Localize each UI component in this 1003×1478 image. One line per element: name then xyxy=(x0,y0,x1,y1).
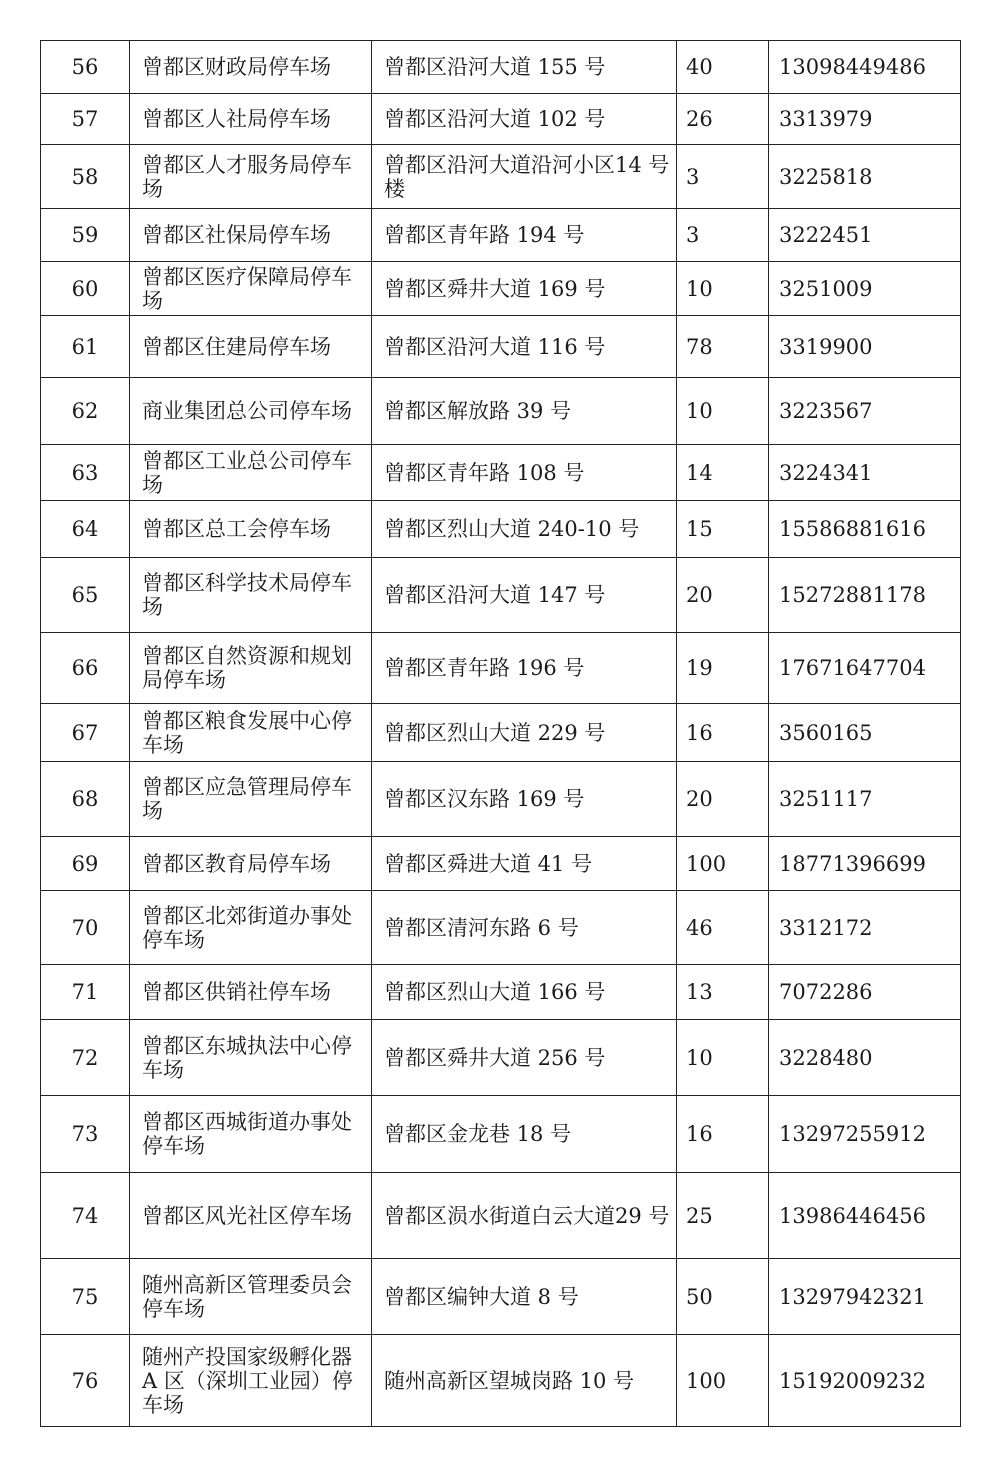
parking-lot-address: 曾都区烈山大道 240-10 号 xyxy=(372,501,677,558)
table-row xyxy=(41,837,961,891)
table-row xyxy=(41,209,961,262)
table-row xyxy=(41,262,961,316)
parking-lot-address: 曾都区沿河大道 102 号 xyxy=(372,94,677,145)
parking-lot-name: 曾都区北郊街道办事处停车场 xyxy=(130,891,372,965)
table-body xyxy=(41,41,961,1427)
row-number: 74 xyxy=(41,1173,130,1259)
row-number: 58 xyxy=(41,145,130,209)
contact-phone: 18771396699 xyxy=(769,837,961,891)
row-number: 59 xyxy=(41,209,130,262)
parking-spaces: 14 xyxy=(677,445,769,501)
contact-phone: 3251009 xyxy=(769,262,961,316)
parking-spaces: 78 xyxy=(677,316,769,378)
row-number: 65 xyxy=(41,558,130,633)
table-row xyxy=(41,762,961,837)
table-row xyxy=(41,1335,961,1427)
parking-lot-name: 曾都区东城执法中心停车场 xyxy=(130,1020,372,1096)
parking-lot-address: 曾都区沿河大道 155 号 xyxy=(372,41,677,94)
parking-spaces: 10 xyxy=(677,378,769,445)
table-row xyxy=(41,965,961,1020)
row-number: 76 xyxy=(41,1335,130,1427)
row-number: 57 xyxy=(41,94,130,145)
parking-lot-address: 曾都区解放路 39 号 xyxy=(372,378,677,445)
contact-phone: 13297255912 xyxy=(769,1096,961,1173)
parking-spaces: 3 xyxy=(677,209,769,262)
contact-phone: 3223567 xyxy=(769,378,961,445)
parking-spaces: 40 xyxy=(677,41,769,94)
parking-spaces: 20 xyxy=(677,762,769,837)
row-number: 62 xyxy=(41,378,130,445)
table-row xyxy=(41,501,961,558)
parking-spaces: 20 xyxy=(677,558,769,633)
parking-lot-table xyxy=(40,40,961,1427)
row-number: 68 xyxy=(41,762,130,837)
parking-spaces: 19 xyxy=(677,633,769,704)
row-number: 75 xyxy=(41,1259,130,1335)
parking-spaces: 10 xyxy=(677,262,769,316)
table-row xyxy=(41,445,961,501)
parking-lot-address: 曾都区沿河大道 116 号 xyxy=(372,316,677,378)
parking-lot-address: 曾都区编钟大道 8 号 xyxy=(372,1259,677,1335)
parking-lot-address: 曾都区舜井大道 256 号 xyxy=(372,1020,677,1096)
table-row xyxy=(41,145,961,209)
parking-lot-name: 曾都区应急管理局停车场 xyxy=(130,762,372,837)
parking-lot-address: 随州高新区望城岗路 10 号 xyxy=(372,1335,677,1427)
parking-spaces: 13 xyxy=(677,965,769,1020)
parking-spaces: 46 xyxy=(677,891,769,965)
parking-spaces: 25 xyxy=(677,1173,769,1259)
parking-lot-name: 随州高新区管理委员会停车场 xyxy=(130,1259,372,1335)
parking-spaces: 16 xyxy=(677,1096,769,1173)
contact-phone: 3225818 xyxy=(769,145,961,209)
parking-spaces: 26 xyxy=(677,94,769,145)
contact-phone: 17671647704 xyxy=(769,633,961,704)
table-row xyxy=(41,41,961,94)
table-row xyxy=(41,1020,961,1096)
parking-lot-address: 曾都区沿河大道 147 号 xyxy=(372,558,677,633)
row-number: 71 xyxy=(41,965,130,1020)
parking-lot-name: 曾都区供销社停车场 xyxy=(130,965,372,1020)
table-row xyxy=(41,94,961,145)
parking-lot-name: 曾都区教育局停车场 xyxy=(130,837,372,891)
parking-lot-name: 商业集团总公司停车场 xyxy=(130,378,372,445)
contact-phone: 7072286 xyxy=(769,965,961,1020)
parking-lot-address: 曾都区金龙巷 18 号 xyxy=(372,1096,677,1173)
parking-lot-name: 曾都区人社局停车场 xyxy=(130,94,372,145)
contact-phone: 13986446456 xyxy=(769,1173,961,1259)
table-row xyxy=(41,633,961,704)
contact-phone: 13098449486 xyxy=(769,41,961,94)
parking-lot-name: 曾都区自然资源和规划局停车场 xyxy=(130,633,372,704)
parking-lot-address: 曾都区青年路 196 号 xyxy=(372,633,677,704)
parking-lot-name: 曾都区住建局停车场 xyxy=(130,316,372,378)
contact-phone: 3319900 xyxy=(769,316,961,378)
table-row xyxy=(41,1173,961,1259)
table-row xyxy=(41,704,961,762)
parking-lot-address: 曾都区舜井大道 169 号 xyxy=(372,262,677,316)
row-number: 69 xyxy=(41,837,130,891)
contact-phone: 15586881616 xyxy=(769,501,961,558)
parking-lot-address: 曾都区涢水街道白云大道29 号 xyxy=(372,1173,677,1259)
parking-lot-name: 曾都区医疗保障局停车场 xyxy=(130,262,372,316)
parking-lot-name: 曾都区财政局停车场 xyxy=(130,41,372,94)
parking-lot-address: 曾都区青年路 108 号 xyxy=(372,445,677,501)
parking-lot-name: 曾都区风光社区停车场 xyxy=(130,1173,372,1259)
contact-phone: 3312172 xyxy=(769,891,961,965)
parking-lot-name: 随州产投国家级孵化器 A 区（深圳工业园）停车场 xyxy=(130,1335,372,1427)
parking-spaces: 100 xyxy=(677,1335,769,1427)
contact-phone: 3560165 xyxy=(769,704,961,762)
contact-phone: 3222451 xyxy=(769,209,961,262)
contact-phone: 3313979 xyxy=(769,94,961,145)
parking-lot-address: 曾都区清河东路 6 号 xyxy=(372,891,677,965)
parking-lot-address: 曾都区青年路 194 号 xyxy=(372,209,677,262)
row-number: 72 xyxy=(41,1020,130,1096)
parking-spaces: 3 xyxy=(677,145,769,209)
contact-phone: 3228480 xyxy=(769,1020,961,1096)
row-number: 70 xyxy=(41,891,130,965)
table-row xyxy=(41,558,961,633)
parking-spaces: 100 xyxy=(677,837,769,891)
parking-lot-address: 曾都区沿河大道沿河小区14 号楼 xyxy=(372,145,677,209)
row-number: 56 xyxy=(41,41,130,94)
row-number: 61 xyxy=(41,316,130,378)
parking-lot-name: 曾都区西城街道办事处停车场 xyxy=(130,1096,372,1173)
parking-lot-name: 曾都区工业总公司停车场 xyxy=(130,445,372,501)
parking-lot-address: 曾都区烈山大道 229 号 xyxy=(372,704,677,762)
parking-lot-address: 曾都区汉东路 169 号 xyxy=(372,762,677,837)
row-number: 64 xyxy=(41,501,130,558)
table-row xyxy=(41,1259,961,1335)
row-number: 66 xyxy=(41,633,130,704)
parking-lot-address: 曾都区舜进大道 41 号 xyxy=(372,837,677,891)
contact-phone: 15272881178 xyxy=(769,558,961,633)
row-number: 67 xyxy=(41,704,130,762)
parking-spaces: 15 xyxy=(677,501,769,558)
contact-phone: 3224341 xyxy=(769,445,961,501)
parking-spaces: 10 xyxy=(677,1020,769,1096)
parking-spaces: 50 xyxy=(677,1259,769,1335)
contact-phone: 15192009232 xyxy=(769,1335,961,1427)
contact-phone: 13297942321 xyxy=(769,1259,961,1335)
parking-lot-name: 曾都区粮食发展中心停车场 xyxy=(130,704,372,762)
row-number: 60 xyxy=(41,262,130,316)
parking-spaces: 16 xyxy=(677,704,769,762)
parking-lot-name: 曾都区社保局停车场 xyxy=(130,209,372,262)
parking-lot-name: 曾都区科学技术局停车场 xyxy=(130,558,372,633)
table-row xyxy=(41,378,961,445)
table-row xyxy=(41,891,961,965)
table-row xyxy=(41,1096,961,1173)
row-number: 73 xyxy=(41,1096,130,1173)
parking-lot-address: 曾都区烈山大道 166 号 xyxy=(372,965,677,1020)
row-number: 63 xyxy=(41,445,130,501)
parking-lot-name: 曾都区人才服务局停车场 xyxy=(130,145,372,209)
contact-phone: 3251117 xyxy=(769,762,961,837)
parking-lot-name: 曾都区总工会停车场 xyxy=(130,501,372,558)
table-row xyxy=(41,316,961,378)
